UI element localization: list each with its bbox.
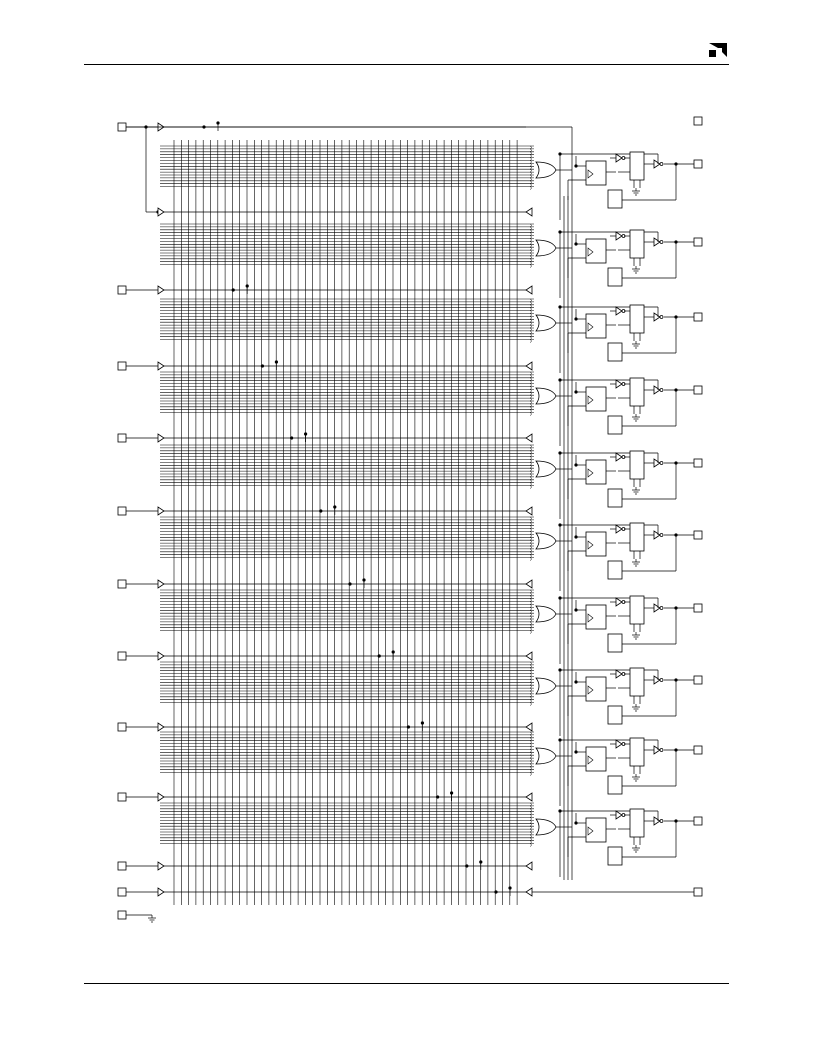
pt-arc [530, 749, 532, 752]
input-buffer-11 [158, 888, 164, 896]
output-pin-10 [694, 817, 702, 825]
inverter-2 [616, 232, 622, 240]
pt-arc [530, 404, 532, 407]
mux-4 [630, 378, 644, 406]
pt-arc [530, 809, 532, 812]
mux-8 [630, 668, 644, 696]
junction-dot [574, 242, 577, 245]
pt-arc [530, 735, 532, 738]
feedback-buffer-0 [158, 208, 164, 216]
pt-arc [530, 631, 532, 634]
pt-arc [530, 844, 532, 847]
pt-arc [530, 619, 532, 622]
output-inverter-5 [654, 459, 660, 467]
pt-arc [530, 169, 532, 172]
pt-arc [530, 616, 532, 619]
pt-arc [530, 372, 532, 375]
pt-arc [530, 703, 532, 706]
input-buffer-7 [158, 652, 164, 660]
pt-arc [530, 387, 532, 390]
output-inverter-4-bubble [660, 389, 663, 392]
pt-arc [530, 761, 532, 764]
junction-dot [574, 535, 577, 538]
pt-arc [530, 233, 532, 236]
flipflop-8 [586, 677, 606, 701]
output-pin-5 [694, 459, 702, 467]
pt-arc [530, 184, 532, 187]
pt-arc [530, 178, 532, 181]
pt-arc [530, 596, 532, 599]
pt-arc [530, 328, 532, 331]
junction-dot [574, 463, 577, 466]
pt-arc [530, 239, 532, 242]
flipflop-7 [586, 605, 606, 629]
pt-arc [530, 230, 532, 233]
oe-box-4 [608, 416, 622, 434]
pt-arc [530, 460, 532, 463]
or-gate-3 [536, 315, 556, 331]
inverter-5 [616, 453, 622, 461]
pt-arc [530, 602, 532, 605]
junction-dot [558, 738, 561, 741]
pt-arc [530, 331, 532, 334]
pt-arc [530, 700, 532, 703]
pt-arc [530, 829, 532, 832]
pt-arc [530, 691, 532, 694]
mux-10 [630, 809, 644, 837]
output-pin-1 [694, 160, 702, 168]
input-buffer-3 [158, 362, 164, 370]
pt-arc [530, 334, 532, 337]
pt-arc [530, 543, 532, 546]
pt-arc [530, 764, 532, 767]
or-gate-8 [536, 678, 556, 694]
pt-arc [530, 152, 532, 155]
junction-dot [574, 390, 577, 393]
pt-arc [530, 812, 532, 815]
pt-arc [530, 593, 532, 596]
inverter-10 [616, 811, 622, 819]
pt-arc [530, 599, 532, 602]
output-inverter-1-bubble [660, 163, 663, 166]
inverter-1 [616, 154, 622, 162]
pt-arc [530, 471, 532, 474]
or-gate-1 [536, 162, 556, 178]
pt-arc [530, 247, 532, 250]
pt-arc [530, 410, 532, 413]
input-pin-3 [118, 362, 126, 370]
mux-7 [630, 596, 644, 624]
input-buffer-8 [158, 723, 164, 731]
pt-arc [530, 302, 532, 305]
pt-arc [530, 610, 532, 613]
input-pin-11 [118, 888, 126, 896]
output-pin-3 [694, 313, 702, 321]
inverter-9 [616, 740, 622, 748]
junction-dot [574, 680, 577, 683]
pt-arc [530, 803, 532, 806]
input-pin-10 [118, 862, 126, 870]
oe-box-1 [608, 190, 622, 208]
flipflop-6 [586, 532, 606, 556]
pt-arc [530, 732, 532, 735]
pt-arc [530, 392, 532, 395]
input-pin-9 [118, 793, 126, 801]
feedback-buffer-5 [526, 507, 532, 515]
pt-arc [530, 389, 532, 392]
pt-arc [530, 227, 532, 230]
pt-arc [530, 832, 532, 835]
junction-dot [558, 230, 561, 233]
pt-arc [530, 474, 532, 477]
pt-arc [530, 445, 532, 448]
feedback-buffer-10 [526, 862, 532, 870]
pt-arc [530, 770, 532, 773]
pt-arc [530, 552, 532, 555]
pt-arc [530, 146, 532, 149]
tap-dot [465, 864, 468, 867]
pt-arc [530, 325, 532, 328]
feedback-buffer-3 [526, 362, 532, 370]
feedback-buffer-11 [526, 888, 532, 896]
flipflop-5 [586, 460, 606, 484]
tap-dot [407, 725, 410, 728]
or-gate-10 [536, 819, 556, 835]
tap-dot [348, 582, 351, 585]
oe-box-10 [608, 847, 622, 865]
feedback-buffer-8 [526, 723, 532, 731]
output-pin-4 [694, 386, 702, 394]
pt-arc [530, 161, 532, 164]
pt-arc [530, 337, 532, 340]
input-pin-2 [118, 286, 126, 294]
output-inverter-2-bubble [660, 241, 663, 244]
tap-dot [494, 890, 497, 893]
input-buffer-6 [158, 580, 164, 588]
mux-6 [630, 523, 644, 551]
pt-arc [530, 820, 532, 823]
oe-box-5 [608, 489, 622, 507]
pt-arc [530, 483, 532, 486]
output-pin-9 [694, 746, 702, 754]
output-inverter-6-bubble [660, 534, 663, 537]
pt-arc [530, 480, 532, 483]
or-gate-4 [536, 388, 556, 404]
output-inverter-5-bubble [660, 462, 663, 465]
mux-3 [630, 305, 644, 333]
input-buffer-10 [158, 862, 164, 870]
or-gate-7 [536, 606, 556, 622]
output-pin-6 [694, 531, 702, 539]
pt-arc [530, 532, 532, 535]
junction-dot [574, 164, 577, 167]
pt-arc [530, 537, 532, 540]
output-pin-7 [694, 604, 702, 612]
pt-arc [530, 172, 532, 175]
pt-arc [530, 694, 532, 697]
pt-arc [530, 244, 532, 247]
inverter-3 [616, 307, 622, 315]
pt-arc [530, 224, 532, 227]
input-pin-8 [118, 723, 126, 731]
inverter-7 [616, 598, 622, 606]
oe-box-2 [608, 268, 622, 286]
pt-arc [530, 253, 532, 256]
pt-arc [530, 625, 532, 628]
pt-arc [530, 454, 532, 457]
input-buffer-2 [158, 286, 164, 294]
or-gate-9 [536, 748, 556, 764]
pt-arc [530, 256, 532, 259]
pt-arc [530, 679, 532, 682]
pt-arc [530, 622, 532, 625]
pt-arc [530, 451, 532, 454]
input-buffer-4 [158, 434, 164, 442]
pt-arc [530, 250, 532, 253]
junction-dot [558, 668, 561, 671]
inverter-6 [616, 525, 622, 533]
pt-arc [530, 773, 532, 776]
mux-5 [630, 451, 644, 479]
mux-1 [630, 152, 644, 180]
pt-arc [530, 155, 532, 158]
pt-arc [530, 826, 532, 829]
pt-arc [530, 520, 532, 523]
pt-arc [530, 767, 532, 770]
pt-arc [530, 311, 532, 314]
junction-dot [574, 608, 577, 611]
pt-arc [530, 841, 532, 844]
junction-dot [558, 451, 561, 454]
output-inverter-2 [654, 238, 660, 246]
input-buffer-9 [158, 793, 164, 801]
pt-arc [530, 316, 532, 319]
pt-arc [530, 605, 532, 608]
pt-arc [530, 665, 532, 668]
junction-dot [558, 809, 561, 812]
pt-arc [530, 685, 532, 688]
or-gate-5 [536, 461, 556, 477]
flipflop-10 [586, 818, 606, 842]
flipflop-1 [586, 161, 606, 185]
feedback-buffer-4 [526, 434, 532, 442]
or-gate-2 [536, 240, 556, 256]
pt-arc [530, 628, 532, 631]
output-pin-11 [694, 888, 702, 896]
pt-arc [530, 526, 532, 529]
tap-dot [261, 364, 264, 367]
pt-arc [530, 486, 532, 489]
pt-arc [530, 738, 532, 741]
output-inverter-7-bubble [660, 607, 663, 610]
pt-arc [530, 671, 532, 674]
oe-box-9 [608, 776, 622, 794]
feedback-buffer-2 [526, 286, 532, 294]
pt-arc [530, 340, 532, 343]
feedback-buffer-6 [526, 580, 532, 588]
pt-arc [530, 468, 532, 471]
pt-arc [530, 236, 532, 239]
pt-arc [530, 407, 532, 410]
pt-arc [530, 818, 532, 821]
pt-arc [530, 613, 532, 616]
pt-arc [530, 163, 532, 166]
junction-dot [558, 305, 561, 308]
output-inverter-3 [654, 313, 660, 321]
pt-arc [530, 413, 532, 416]
pt-arc [530, 607, 532, 610]
pt-arc [530, 465, 532, 468]
pt-arc [530, 319, 532, 322]
pt-arc [530, 398, 532, 401]
pt-arc [530, 401, 532, 404]
input-pin-7 [118, 652, 126, 660]
pt-arc [530, 744, 532, 747]
tap-dot [319, 509, 322, 512]
pt-arc [530, 175, 532, 178]
feedback-buffer-7 [526, 652, 532, 660]
pt-arc [530, 477, 532, 480]
flipflop-4 [586, 387, 606, 411]
pt-arc [530, 395, 532, 398]
inverter-8 [616, 670, 622, 678]
junction-dot [558, 523, 561, 526]
input-buffer-5 [158, 507, 164, 515]
pt-arc [530, 308, 532, 311]
pt-arc [530, 755, 532, 758]
flipflop-2 [586, 239, 606, 263]
pt-arc [530, 241, 532, 244]
mux-9 [630, 738, 644, 766]
output-inverter-4 [654, 386, 660, 394]
input-pin-5 [118, 507, 126, 515]
input-pin-1 [118, 123, 126, 131]
feedback-buffer-9 [526, 793, 532, 801]
pt-arc [530, 668, 532, 671]
pt-arc [530, 457, 532, 460]
oe-box-6 [608, 561, 622, 579]
pt-arc [530, 677, 532, 680]
output-inverter-3-bubble [660, 316, 663, 319]
pt-arc [530, 322, 532, 325]
pt-arc [530, 697, 532, 700]
junction-dot [558, 596, 561, 599]
pt-arc [530, 555, 532, 558]
pt-arc [530, 262, 532, 265]
pt-arc [530, 835, 532, 838]
pt-arc [530, 381, 532, 384]
pt-arc [530, 838, 532, 841]
oe-box-8 [608, 706, 622, 724]
pt-arc [530, 375, 532, 378]
pt-arc [530, 166, 532, 169]
flipflop-9 [586, 747, 606, 771]
pt-arc [530, 517, 532, 520]
pt-arc [530, 534, 532, 537]
pt-arc [530, 448, 532, 451]
pt-arc [530, 187, 532, 190]
pt-arc [530, 314, 532, 317]
oe-box-3 [608, 343, 622, 361]
pt-arc [530, 747, 532, 750]
pt-arc [530, 546, 532, 549]
pt-arc [530, 806, 532, 809]
pt-arc [530, 149, 532, 152]
pt-arc [530, 378, 532, 381]
tap-dot [436, 795, 439, 798]
pt-arc [530, 523, 532, 526]
pt-arc [530, 384, 532, 387]
output-inverter-10-bubble [660, 820, 663, 823]
or-gate-6 [536, 533, 556, 549]
pt-arc [530, 590, 532, 593]
inverter-4 [616, 380, 622, 388]
pt-arc [530, 259, 532, 262]
junction-dot [558, 378, 561, 381]
pt-arc [530, 674, 532, 677]
tap-dot [290, 436, 293, 439]
mux-2 [630, 230, 644, 258]
output-inverter-1 [654, 160, 660, 168]
junction-dot [574, 317, 577, 320]
pt-arc [530, 823, 532, 826]
pt-arc [530, 549, 532, 552]
tap-dot [378, 654, 381, 657]
input-pin-4 [118, 434, 126, 442]
junction-dot [574, 750, 577, 753]
output-inverter-9 [654, 746, 660, 754]
junction-dot [574, 821, 577, 824]
junction-dot [144, 125, 147, 128]
input-pin-12 [118, 911, 126, 919]
junction-dot [558, 152, 561, 155]
pt-arc [530, 662, 532, 665]
pt-arc [530, 158, 532, 161]
pt-arc [530, 558, 532, 561]
pt-arc [530, 462, 532, 465]
pt-arc [530, 305, 532, 308]
input-pin-6 [118, 580, 126, 588]
output-inverter-7 [654, 604, 660, 612]
pt-arc [530, 299, 532, 302]
output-pin-0 [694, 117, 702, 125]
feedback-buffer-1 [526, 208, 532, 216]
output-inverter-10 [654, 817, 660, 825]
pt-arc [530, 682, 532, 685]
output-pin-8 [694, 676, 702, 684]
pt-arc [530, 741, 532, 744]
output-inverter-8-bubble [660, 679, 663, 682]
output-pin-2 [694, 238, 702, 246]
pt-arc [530, 815, 532, 818]
pt-arc [530, 758, 532, 761]
pt-arc [530, 540, 532, 543]
flipflop-3 [586, 314, 606, 338]
pt-arc [530, 688, 532, 691]
tap-dot [232, 288, 235, 291]
output-inverter-6 [654, 531, 660, 539]
oe-box-7 [608, 634, 622, 652]
pt-arc [530, 529, 532, 532]
pt-arc [530, 181, 532, 184]
output-inverter-8 [654, 676, 660, 684]
pt-arc [530, 265, 532, 268]
pt-arc [530, 752, 532, 755]
output-inverter-9-bubble [660, 749, 663, 752]
